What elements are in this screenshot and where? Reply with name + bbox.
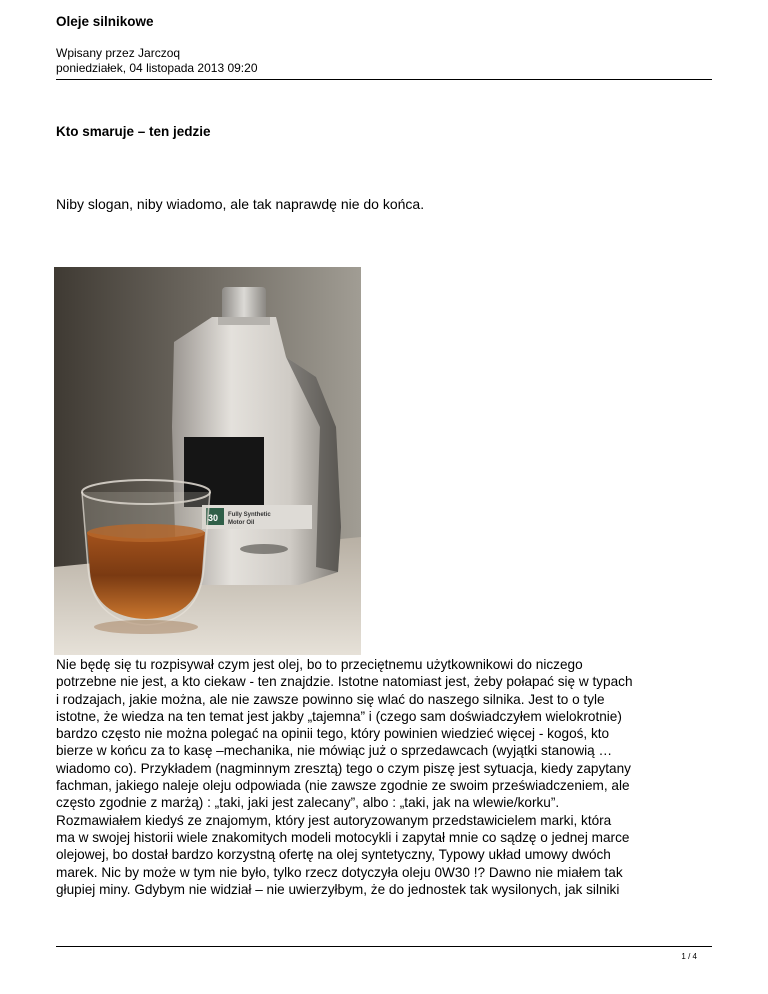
body-line: marek. Nic by może w tym nie było, tylko rzecz dotyczyła oleju 0W30 !? Dawno nie miałem tak [56, 864, 623, 880]
author-line: Wpisany przez Jarczoq [56, 46, 181, 60]
body-line: głupiej miny. Gdybym nie widział – nie uwierzyłbym, że do jednostek tak wysilonych, jak silniki [56, 881, 620, 897]
body-line: bardzo często nie można polegać na opinii tego, który powinien wiedzieć więcej - kogoś, kto [56, 726, 610, 742]
page-number: 1 / 4 [681, 952, 697, 961]
footer-divider [56, 946, 712, 947]
bottle-label-line2: Motor Oil [228, 520, 255, 526]
bottle-label-number: 30 [208, 513, 219, 523]
body-line: ma w swojej historii wiele znakomitych modeli motocykli i zapytał mnie co sądzę o jednej marce [56, 829, 630, 845]
bottle-label-line1: Fully Synthetic [228, 512, 271, 518]
header-divider [56, 79, 712, 80]
body-line: fachman, jakiego naleje oleju odpowiada (nie zawsze zgodnie ze swoim przeświadczeniem, ale [56, 778, 630, 794]
body-line: bierze w końcu za to kasę –mechanika, nie mówiąc już o sprzedawcach (wyjątki stanowią … [56, 743, 613, 759]
body-line: Rozmawiałem kiedyś ze znajomym, który jest autoryzowanym przedstawicielem marki, która [56, 812, 612, 828]
article-meta [56, 46, 258, 76]
body-line: Nie będę się tu rozpisywał czym jest olej, bo to przeciętnemu użytkownikowi do niczego [56, 657, 583, 672]
body-line: potrzebne nie jest, a kto ciekaw - ten znajdzie. Istotne natomiast jest, żeby połapać się w typach [56, 674, 633, 690]
article-body [56, 656, 716, 898]
article-intro: Niby slogan, niby wiadomo, ale tak naprawdę nie do końca. [56, 196, 425, 212]
body-line: istotne, że wiedza na ten temat jest jakby „tajemna” i (czego sam doświadczyłem wielokrotnie) [56, 708, 622, 724]
body-line: wiadomo co). Przykładem (nagminnym zresztą) tego o czym piszę jest sytuacja, kiedy zapytany [56, 760, 631, 776]
date-line: poniedziałek, 04 listopada 2013 09:20 [56, 61, 258, 75]
body-line: często zgodnie z marżą) : „taki, jaki jest zalecany”, albo : „taki, jak na wlewie/korku”. [56, 795, 560, 811]
motor-oil-photo [54, 267, 361, 655]
body-line: i rodzajach, jakie można, ale nie zawsze powinno się wlać do naszego silnika. Jest to o tyle [56, 691, 605, 707]
bottle-cap [222, 287, 266, 321]
body-line: olejowej, bo dostał bardzo korzystną ofertę na olej syntetyczny, Typowy układ umowy dwóch [56, 847, 611, 863]
article-heading: Kto smaruje – ten jedzie [56, 124, 211, 139]
document-title: Oleje silnikowe [56, 14, 154, 29]
